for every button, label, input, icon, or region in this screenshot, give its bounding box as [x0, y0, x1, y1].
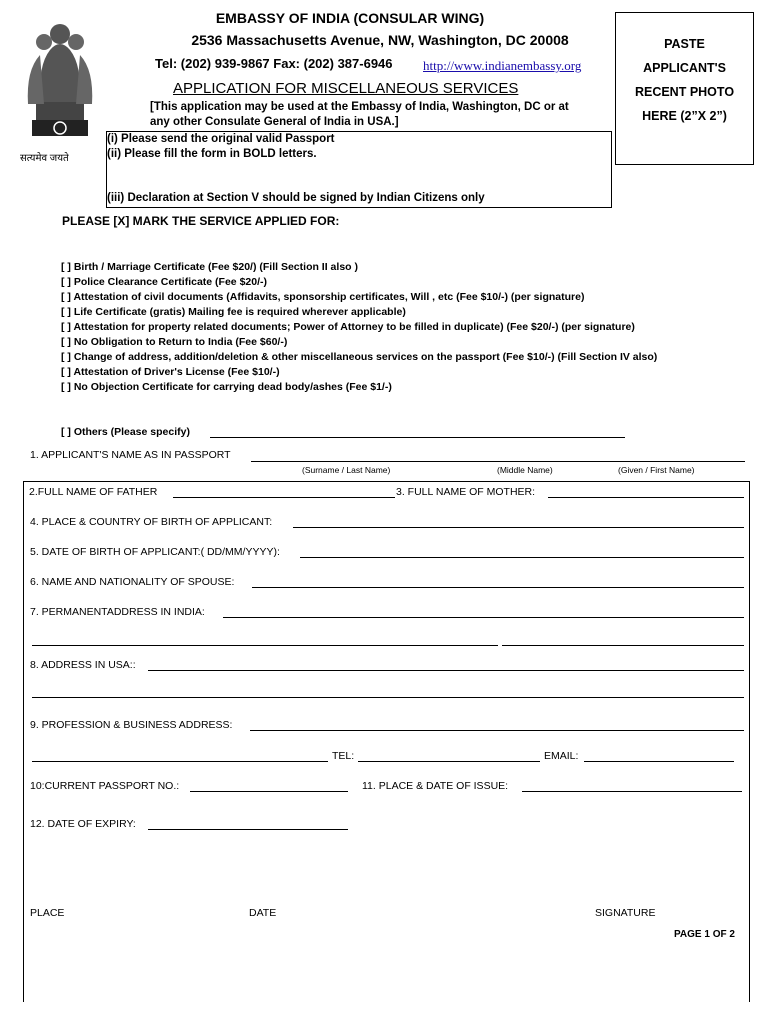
father-name-label: 2.FULL NAME OF FATHER — [29, 486, 158, 498]
service-no-obligation[interactable]: [ ] No Obligation to Return to India (Fee $60/-) — [61, 336, 288, 348]
embassy-address: 2536 Massachusetts Avenue, NW, Washington, DC 20008 — [191, 32, 569, 48]
expiry-field[interactable] — [148, 829, 348, 830]
photo-box-line-1: PASTE — [664, 37, 705, 51]
instruction-i: (i) Please send the original valid Passport — [107, 133, 335, 145]
service-police-clearance[interactable]: [ ] Police Clearance Certificate (Fee $20/-) — [61, 276, 267, 288]
place-label: PLACE — [30, 907, 65, 919]
applicant-name-field[interactable] — [251, 461, 745, 462]
usa-address-field-2[interactable] — [32, 697, 744, 698]
spouse-field[interactable] — [252, 587, 744, 588]
place-of-birth-field[interactable] — [293, 527, 744, 528]
passport-no-field[interactable] — [190, 791, 348, 792]
place-of-birth-label: 4. PLACE & COUNTRY OF BIRTH OF APPLICANT: — [30, 516, 273, 528]
date-label: DATE — [249, 907, 277, 919]
photo-box-line-4: HERE (2”X 2”) — [642, 109, 727, 123]
page-number: PAGE 1 OF 2 — [674, 929, 735, 940]
mother-name-label: 3. FULL NAME OF MOTHER: — [396, 486, 536, 498]
surname-caption: (Surname / Last Name) — [302, 465, 391, 475]
services-heading: PLEASE [X] MARK THE SERVICE APPLIED FOR: — [62, 214, 340, 228]
embassy-website-link[interactable]: http://www.indianembassy.org — [423, 58, 582, 73]
form-title: APPLICATION FOR MISCELLANEOUS SERVICES — [173, 80, 519, 97]
emblem-logo — [20, 20, 100, 145]
usa-address-field-1[interactable] — [148, 670, 744, 671]
photo-box — [615, 12, 754, 165]
embassy-title: EMBASSY OF INDIA (CONSULAR WING) — [215, 10, 485, 26]
usa-address-label: 8. ADDRESS IN USA:: — [30, 659, 136, 671]
spouse-label: 6. NAME AND NATIONALITY OF SPOUSE: — [30, 576, 235, 588]
passport-no-label: 10:CURRENT PASSPORT NO.: — [30, 780, 180, 792]
signature-label: SIGNATURE — [595, 907, 656, 919]
middle-name-caption: (Middle Name) — [497, 465, 553, 475]
service-life-certificate[interactable]: [ ] Life Certificate (gratis) Mailing fee is required wherever applicable) — [61, 306, 406, 318]
service-noc-dead-body[interactable]: [ ] No Objection Certificate for carrying dead body/ashes (Fee $1/-) — [61, 381, 392, 393]
place-of-issue-label: 11. PLACE & DATE OF ISSUE: — [362, 780, 509, 792]
expiry-label: 12. DATE OF EXPIRY: — [30, 818, 136, 830]
father-name-field[interactable] — [173, 497, 395, 498]
applicant-name-label: 1. APPLICANT'S NAME AS IN PASSPORT — [30, 449, 231, 461]
instruction-ii: (ii) Please fill the form in BOLD letters. — [107, 148, 317, 160]
instruction-iii: (iii) Declaration at Section V should be signed by Indian Citizens only — [107, 192, 485, 204]
email-field[interactable] — [584, 761, 734, 762]
permanent-address-field-2[interactable] — [32, 645, 498, 646]
profession-field[interactable] — [250, 730, 744, 731]
business-address-field[interactable] — [32, 761, 328, 762]
email-label: EMAIL: — [544, 750, 579, 762]
mother-name-field[interactable] — [548, 497, 744, 498]
profession-label: 9. PROFESSION & BUSINESS ADDRESS: — [30, 719, 233, 731]
permanent-address-label: 7. PERMANENTADDRESS IN INDIA: — [30, 606, 205, 618]
given-name-caption: (Given / First Name) — [618, 465, 695, 475]
service-birth-marriage[interactable]: [ ] Birth / Marriage Certificate (Fee $20/) (Fill Section II also ) — [61, 261, 358, 273]
service-others-line[interactable] — [210, 437, 625, 438]
permanent-address-field-1[interactable] — [223, 617, 744, 618]
tel-field[interactable] — [358, 761, 540, 762]
tel-label: TEL: — [332, 750, 355, 762]
service-driver-license[interactable]: [ ] Attestation of Driver's License (Fee $10/-) — [61, 366, 280, 378]
service-civil-attestation[interactable]: [ ] Attestation of civil documents (Affidavits, sponsorship certificates, Will , etc (Fee $10/-) (per signature) — [61, 291, 585, 303]
service-property-attestation[interactable]: [ ] Attestation for property related documents; Power of Attorney to be filled in duplicate) (Fee $20/-) (per signature) — [61, 321, 635, 333]
form-box — [23, 481, 750, 1002]
date-of-birth-label: 5. DATE OF BIRTH OF APPLICANT:( DD/MM/YYYY): — [30, 546, 280, 558]
usage-note-1: [This application may be used at the Embassy of India, Washington, DC or at — [150, 101, 569, 113]
date-of-birth-field[interactable] — [300, 557, 744, 558]
usage-note-2: any other Consulate General of India in USA.] — [150, 116, 399, 128]
instructions-box — [106, 131, 612, 208]
photo-box-line-2: APPLICANT'S — [643, 61, 726, 75]
service-change-address[interactable]: [ ] Change of address, addition/deletion & other miscellaneous services on the passport (Fee $10/-) (Fill Section IV also) — [61, 351, 658, 363]
embassy-phone-fax: Tel: (202) 939-9867 Fax: (202) 387-6946 — [155, 56, 393, 71]
place-of-issue-field[interactable] — [522, 791, 742, 792]
emblem-motto: सत्यमेव जयते — [20, 153, 69, 164]
service-others[interactable]: [ ] Others (Please specify) — [61, 426, 190, 438]
photo-box-line-3: RECENT PHOTO — [634, 85, 735, 99]
permanent-address-field-3[interactable] — [502, 645, 744, 646]
